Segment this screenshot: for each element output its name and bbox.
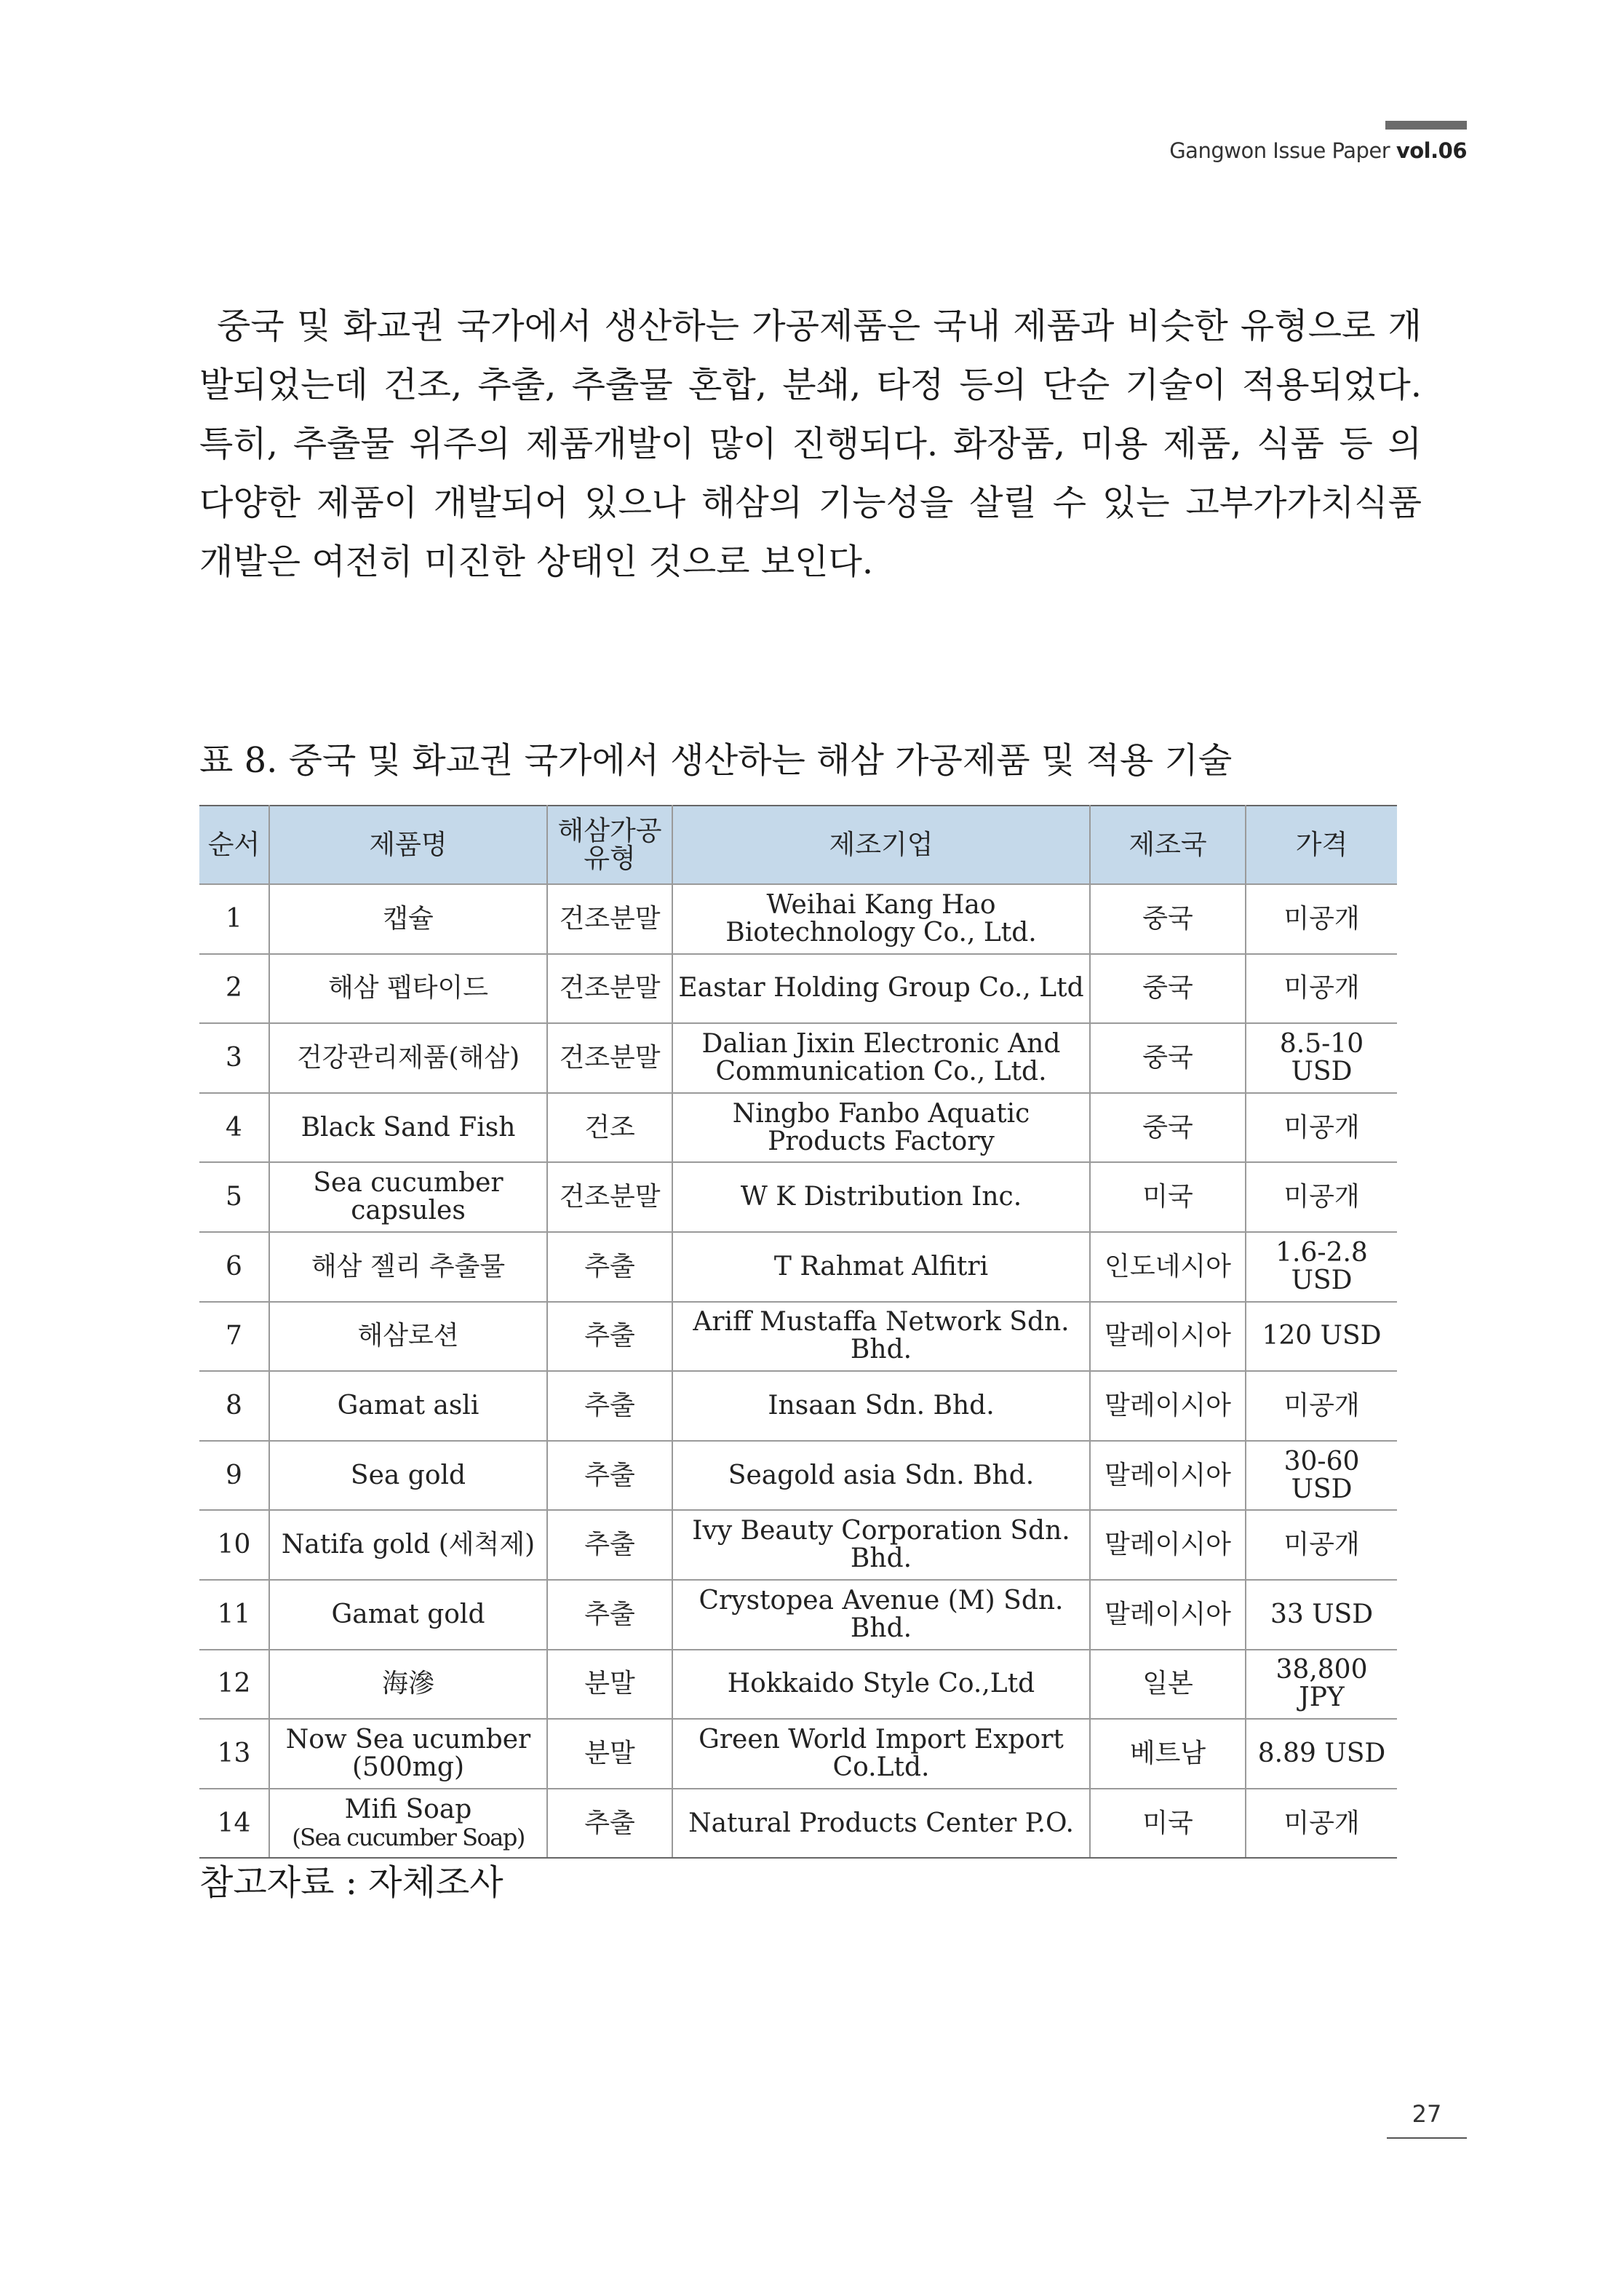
- header-no: 순서: [199, 806, 269, 884]
- cell-price: 120 USD: [1246, 1302, 1397, 1372]
- cell-country: 말레이시아: [1090, 1510, 1246, 1580]
- cell-country: 중국: [1090, 884, 1246, 954]
- cell-product-sub: (Sea cucumber Soap): [292, 1823, 525, 1851]
- table-row: [199, 1023, 1397, 1093]
- cell-type: 추출: [547, 1510, 672, 1580]
- cell-country: 말레이시아: [1090, 1302, 1246, 1372]
- cell-price: 미공개: [1246, 954, 1397, 1024]
- source-note: 참고자료 : 자체조사: [199, 1862, 503, 1903]
- cell-product: 해삼 펩타이드: [269, 954, 547, 1024]
- cell-maker: Dalian Jixin Electronic And Communication Co., Ltd.: [672, 1023, 1090, 1093]
- cell-country: 중국: [1090, 1093, 1246, 1163]
- cell-price: 8.5-10 USD: [1246, 1023, 1397, 1093]
- cell-no: 5: [199, 1162, 269, 1232]
- cell-maker: Hokkaido Style Co.,Ltd: [672, 1650, 1090, 1720]
- cell-price: 1.6-2.8 USD: [1246, 1232, 1397, 1302]
- table-row: [199, 1093, 1397, 1163]
- table-header-row: [199, 806, 1397, 884]
- cell-type: 추출: [547, 1441, 672, 1511]
- cell-price: 30-60 USD: [1246, 1441, 1397, 1511]
- cell-no: 8: [199, 1371, 269, 1441]
- cell-price: 미공개: [1246, 884, 1397, 954]
- cell-product: Gamat asli: [269, 1371, 547, 1441]
- products-table: [199, 805, 1397, 1859]
- table-row: [199, 1510, 1397, 1580]
- cell-country: 말레이시아: [1090, 1580, 1246, 1650]
- cell-country: 미국: [1090, 1789, 1246, 1859]
- cell-product: 캡슐: [269, 884, 547, 954]
- cell-price: 미공개: [1246, 1162, 1397, 1232]
- cell-type: 건조분말: [547, 884, 672, 954]
- table-row: [199, 1650, 1397, 1720]
- cell-maker: T Rahmat Alfitri: [672, 1232, 1090, 1302]
- cell-maker: Ariff Mustaffa Network Sdn. Bhd.: [672, 1302, 1090, 1372]
- header-maker: 제조기업: [672, 806, 1090, 884]
- cell-price: 미공개: [1246, 1789, 1397, 1859]
- cell-product: 해삼로션: [269, 1302, 547, 1372]
- header-type: [547, 806, 672, 884]
- volume-label: vol.06: [1396, 138, 1467, 163]
- cell-maker: Green World Import Export Co.Ltd.: [672, 1719, 1090, 1789]
- cell-country: 일본: [1090, 1650, 1246, 1720]
- cell-no: 1: [199, 884, 269, 954]
- cell-country: 인도네시아: [1090, 1232, 1246, 1302]
- cell-no: 2: [199, 954, 269, 1024]
- header-type-line2: 유형: [584, 843, 636, 874]
- cell-type: 건조: [547, 1093, 672, 1163]
- cell-no: 13: [199, 1719, 269, 1789]
- header-country: 제조국: [1090, 806, 1246, 884]
- cell-country: 중국: [1090, 1023, 1246, 1093]
- cell-price: 미공개: [1246, 1093, 1397, 1163]
- cell-no: 12: [199, 1650, 269, 1720]
- table-row: [199, 1302, 1397, 1372]
- cell-product-main: Mifi Soap: [344, 1794, 472, 1824]
- cell-product: Gamat gold: [269, 1580, 547, 1650]
- cell-maker: Seagold asia Sdn. Bhd.: [672, 1441, 1090, 1511]
- table-row: [199, 884, 1397, 954]
- cell-product: 海滲: [269, 1650, 547, 1720]
- cell-type: 건조분말: [547, 1023, 672, 1093]
- table-row: [199, 1441, 1397, 1511]
- cell-country: 말레이시아: [1090, 1371, 1246, 1441]
- cell-maker: Natural Products Center P.O.: [672, 1789, 1090, 1859]
- cell-product: 해삼 젤리 추출물: [269, 1232, 547, 1302]
- cell-product: Natifa gold (세척제): [269, 1510, 547, 1580]
- cell-country: 중국: [1090, 954, 1246, 1024]
- cell-maker: W K Distribution Inc.: [672, 1162, 1090, 1232]
- header-product: 제품명: [269, 806, 547, 884]
- cell-type: 추출: [547, 1580, 672, 1650]
- cell-type: 분말: [547, 1719, 672, 1789]
- cell-maker: Crystopea Avenue (M) Sdn. Bhd.: [672, 1580, 1090, 1650]
- cell-type: 건조분말: [547, 1162, 672, 1232]
- table-row: [199, 1232, 1397, 1302]
- table-row: [199, 1789, 1397, 1859]
- cell-maker: Ningbo Fanbo Aquatic Products Factory: [672, 1093, 1090, 1163]
- table-caption: 표 8. 중국 및 화교권 국가에서 생산하는 해삼 가공제품 및 적용 기술: [199, 740, 1233, 781]
- cell-country: 말레이시아: [1090, 1441, 1246, 1511]
- cell-no: 11: [199, 1580, 269, 1650]
- cell-price: 33 USD: [1246, 1580, 1397, 1650]
- cell-type: 추출: [547, 1371, 672, 1441]
- cell-type: 추출: [547, 1302, 672, 1372]
- body-paragraph: 중국 및 화교권 국가에서 생산하는 가공제품은 국내 제품과 비슷한 유형으로 개발되었는데 건조, 추출, 추출물 혼합, 분쇄, 타정 등의 단순 기술이 적용되었다. 특히, 추출물 위주의 제품개발이 많이 진행되다. 화장품, 미용 제품, 식품 등 의 다양한 제품이 개발되어 있으나 해삼의 기능성을 살릴 수 있는 고부가가치식품 개발은 여전히 미진한 상태인 것으로 보인다.: [199, 306, 1422, 582]
- cell-product: Sea gold: [269, 1441, 547, 1511]
- cell-price: 8.89 USD: [1246, 1719, 1397, 1789]
- cell-type: 분말: [547, 1650, 672, 1720]
- header-price: 가격: [1246, 806, 1397, 884]
- cell-price: 미공개: [1246, 1510, 1397, 1580]
- running-header: [1169, 138, 1467, 163]
- table-row: [199, 1719, 1397, 1789]
- header-type-line1: 해삼가공: [557, 815, 662, 846]
- cell-country: 미국: [1090, 1162, 1246, 1232]
- cell-no: 3: [199, 1023, 269, 1093]
- cell-type: 추출: [547, 1789, 672, 1859]
- table-row: [199, 1162, 1397, 1232]
- cell-no: 6: [199, 1232, 269, 1302]
- cell-maker: Insaan Sdn. Bhd.: [672, 1371, 1090, 1441]
- page-number-rule: [1387, 2137, 1467, 2139]
- cell-type: 추출: [547, 1232, 672, 1302]
- cell-no: 9: [199, 1441, 269, 1511]
- cell-no: 4: [199, 1093, 269, 1163]
- header-rule: [1385, 121, 1467, 130]
- page-number: 27: [1412, 2100, 1442, 2128]
- cell-price: 38,800 JPY: [1246, 1650, 1397, 1720]
- cell-no: 7: [199, 1302, 269, 1372]
- table-row: [199, 1580, 1397, 1650]
- table-row: [199, 954, 1397, 1024]
- cell-product: 건강관리제품(해삼): [269, 1023, 547, 1093]
- table-row: [199, 1371, 1397, 1441]
- cell-price: 미공개: [1246, 1371, 1397, 1441]
- cell-no: 10: [199, 1510, 269, 1580]
- cell-no: 14: [199, 1789, 269, 1859]
- cell-maker: Eastar Holding Group Co., Ltd: [672, 954, 1090, 1024]
- cell-product: Black Sand Fish: [269, 1093, 547, 1163]
- cell-product: [269, 1789, 547, 1859]
- cell-country: 베트남: [1090, 1719, 1246, 1789]
- cell-product: Sea cucumber capsules: [269, 1162, 547, 1232]
- cell-type: 건조분말: [547, 954, 672, 1024]
- publication-name: Gangwon Issue Paper: [1169, 138, 1396, 163]
- cell-product: Now Sea ucumber (500mg): [269, 1719, 547, 1789]
- cell-maker: Weihai Kang Hao Biotechnology Co., Ltd.: [672, 884, 1090, 954]
- cell-maker: Ivy Beauty Corporation Sdn. Bhd.: [672, 1510, 1090, 1580]
